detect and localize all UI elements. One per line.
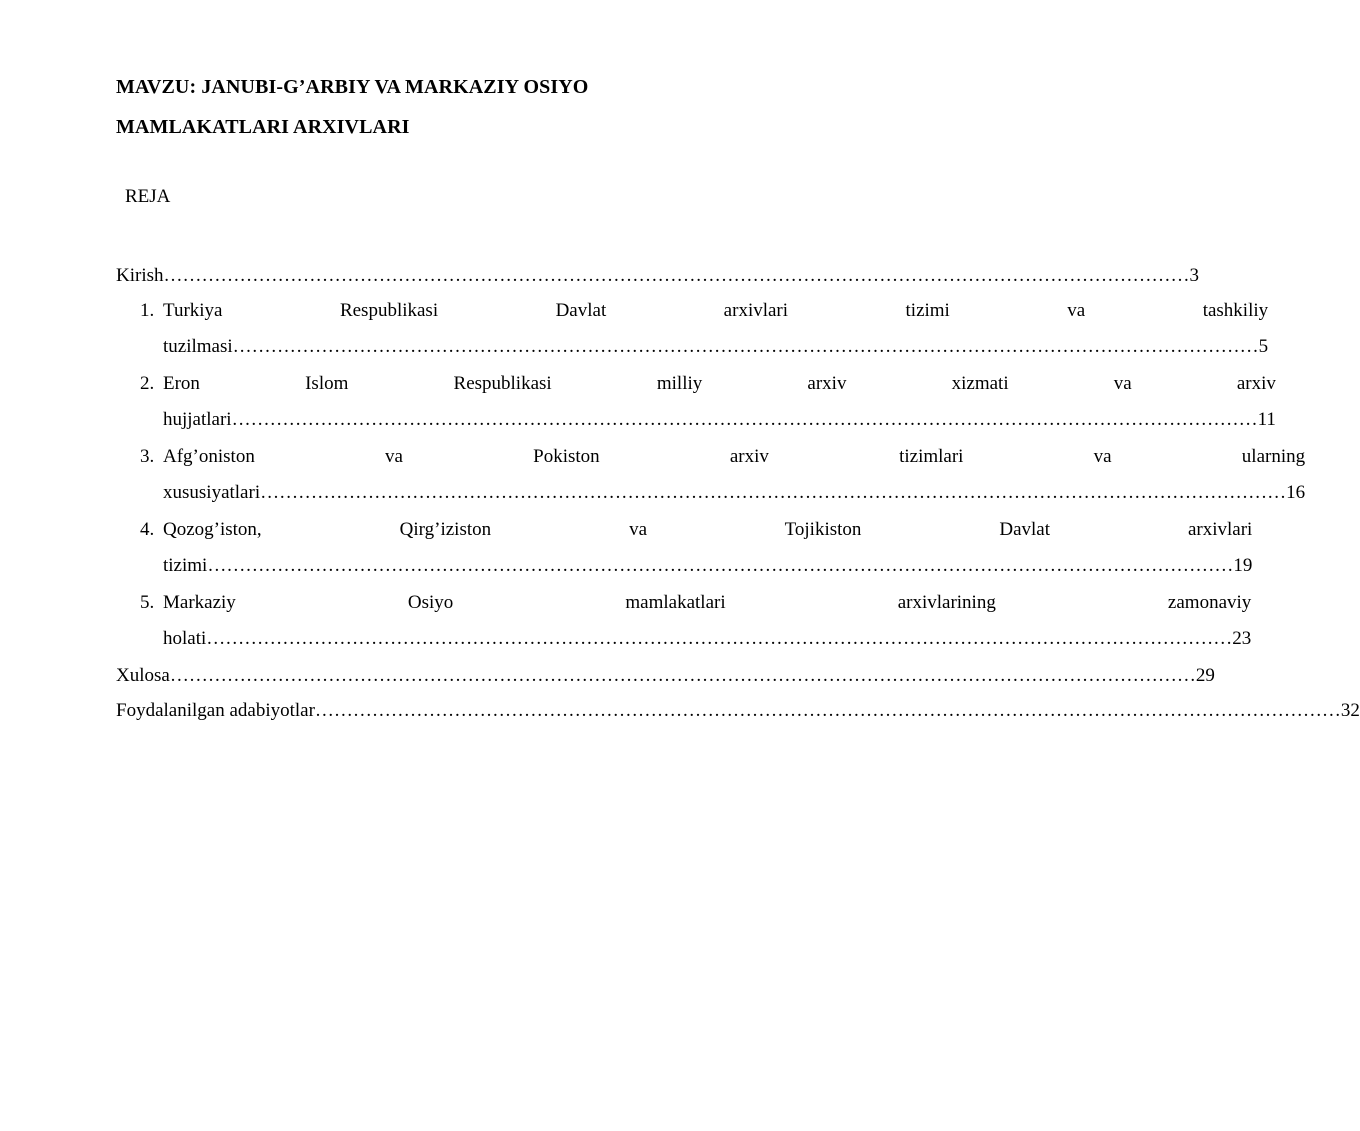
toc-item-text-continuation: hujjatlari <box>163 409 232 430</box>
toc-leader-dots <box>233 328 1259 366</box>
toc-page-number: 32 <box>1340 700 1360 721</box>
document-title-line-1: MAVZU: JANUBI-G’ARBIY VA MARKAZIY OSIYO <box>116 76 589 98</box>
toc-item-text-continuation: tuzilmasi <box>163 336 233 357</box>
toc-item-number: 4. <box>140 519 155 540</box>
toc-leader-dots <box>170 658 1196 693</box>
toc-leader-dots <box>206 620 1232 658</box>
toc-item-text-line-2 <box>163 401 1276 439</box>
toc-item-text-continuation: xususiyatlari <box>163 482 261 503</box>
toc-numbered-list <box>116 293 1306 658</box>
toc-page-number: 23 <box>1232 628 1252 649</box>
toc-item-5 <box>116 585 1252 658</box>
plan-heading: REJA <box>125 186 171 207</box>
toc-item-text-line-2 <box>163 547 1252 585</box>
toc-leader-dots <box>260 474 1286 512</box>
toc-item-text-line-1: Eron Islom Respublikasi milliy arxiv xizmati va arxiv <box>163 373 1276 394</box>
toc-item-text-line-1: Markaziy Osiyo mamlakatlari arxivlarining zamonaviy <box>163 592 1252 613</box>
toc-entry-label: Xulosa <box>116 665 170 686</box>
toc-leader-dots <box>315 693 1341 728</box>
toc-item-2 <box>116 366 1276 439</box>
toc-item-text-line-2 <box>163 328 1268 366</box>
toc-entry-intro <box>116 258 1199 293</box>
table-of-contents <box>116 258 1360 728</box>
toc-item-number: 5. <box>140 592 155 613</box>
toc-item-number: 3. <box>140 446 155 467</box>
document-title-line-2: MAMLAKATLARI ARXIVLARI <box>116 116 410 138</box>
toc-item-4 <box>116 512 1253 585</box>
toc-entry-label: Foydalanilgan adabiyotlar <box>116 700 315 721</box>
toc-entry-conclusion <box>116 658 1215 693</box>
toc-page-number: 3 <box>1189 265 1199 286</box>
toc-item-number: 2. <box>140 373 155 394</box>
toc-item-text-line-1: Qozog’iston, Qirg’iziston va Tojikiston Davlat arxivlari <box>163 519 1253 540</box>
toc-item-number: 1. <box>140 300 155 321</box>
toc-item-text-continuation: tizimi <box>163 555 208 576</box>
toc-item-text-line-2 <box>163 474 1305 512</box>
toc-item-text-line-2 <box>163 620 1251 658</box>
toc-item-text-line-1: Afg’oniston va Pokiston arxiv tizimlari va ularning <box>163 446 1306 467</box>
toc-leader-dots <box>232 401 1258 439</box>
toc-item-text-continuation: holati <box>163 628 207 649</box>
toc-item-3 <box>116 439 1306 512</box>
toc-entry-references <box>116 693 1360 728</box>
toc-leader-dots <box>207 547 1233 585</box>
toc-page-number: 16 <box>1286 482 1306 503</box>
toc-entry-label: Kirish <box>116 265 164 286</box>
toc-leader-dots <box>164 258 1190 293</box>
toc-item-1 <box>116 293 1269 366</box>
toc-item-text-line-1: Turkiya Respublikasi Davlat arxivlari tizimi va tashkiliy <box>163 300 1269 321</box>
toc-page-number: 19 <box>1233 555 1253 576</box>
toc-page-number: 29 <box>1195 665 1215 686</box>
toc-page-number: 5 <box>1258 336 1269 357</box>
toc-page-number: 11 <box>1257 409 1276 430</box>
